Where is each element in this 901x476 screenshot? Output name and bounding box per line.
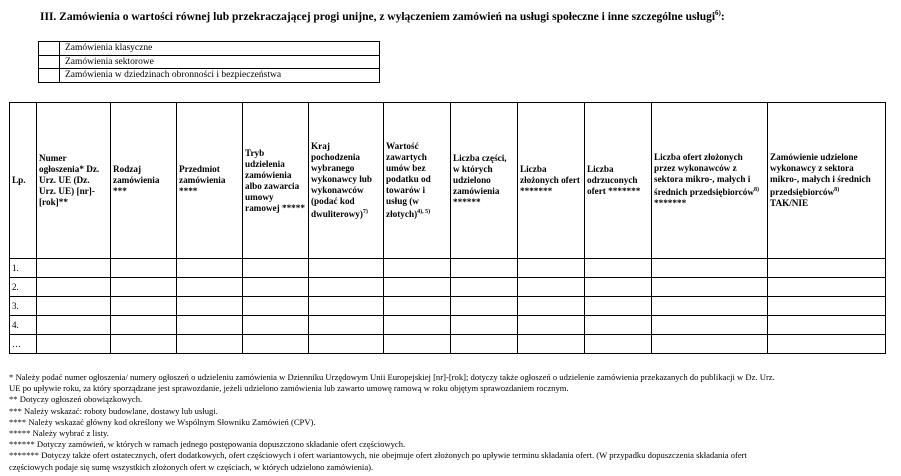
col-header-odrzuconych: Liczba odrzuconych ofert ******* — [585, 103, 652, 259]
col-header-msp-oferty-mark: ******* — [654, 198, 687, 209]
footnote: **** Należy wskazać główny kod określony we Wspólnym Słowniku Zamówień (CPV). — [9, 416, 316, 427]
table-row — [10, 278, 886, 297]
footnotes — [9, 372, 889, 473]
table-cell[interactable] — [585, 259, 652, 278]
checklist-row — [39, 55, 380, 69]
row-number: 2. — [10, 278, 37, 297]
table-cell[interactable] — [111, 259, 177, 278]
row-number: 4. — [10, 316, 37, 335]
table-cell[interactable] — [768, 316, 886, 335]
table-cell[interactable] — [111, 335, 177, 354]
section-title — [40, 9, 725, 23]
footnote-ref: 7) — [362, 208, 368, 215]
footnote: *** Należy wskazać: roboty budowlane, dostawy lub usługi. — [9, 405, 218, 416]
table-cell[interactable] — [37, 316, 111, 335]
table-cell[interactable] — [585, 278, 652, 297]
table-cell[interactable] — [652, 297, 768, 316]
footnote-ref: 8) — [834, 186, 840, 193]
table-cell[interactable] — [768, 259, 886, 278]
table-cell[interactable] — [111, 297, 177, 316]
col-header-wartosc-text: Wartość zawartych umów bez podatku od towarów i usług (w złotych) — [386, 140, 431, 220]
footnote: ** Dotyczy ogłoszeń obowiązkowych. — [9, 394, 143, 405]
col-header-numer: Numer ogłoszenia* Dz. Urz. UE (Dz. Urz. UE) [nr]-[rok]** — [37, 103, 111, 259]
col-header-msp-udzielone — [768, 103, 886, 259]
row-number: 1. — [10, 259, 37, 278]
col-header-msp-udzielone-mark: TAK/NIE — [770, 198, 809, 209]
table-cell[interactable] — [768, 278, 886, 297]
table-cell[interactable] — [37, 335, 111, 354]
row-number: 3. — [10, 297, 37, 316]
table-cell[interactable] — [243, 278, 309, 297]
footnote: ****** Dotyczy zamówień, w których w ramach jednego postępowania dopuszczono składanie ofert częściowych. — [9, 439, 406, 450]
col-header-msp-udzielone-text: Zamówienie udzielone wykonawcy z sektora mikro-, małych i średnich przedsiębiorców — [770, 151, 871, 198]
contract-type-checklist — [38, 41, 380, 83]
table-cell[interactable] — [111, 278, 177, 297]
table-cell[interactable] — [111, 316, 177, 335]
table-cell[interactable] — [177, 259, 243, 278]
checkbox-label: Zamówienia sektorowe — [60, 55, 380, 69]
col-header-kraj — [309, 103, 384, 259]
section-title-colon: : — [720, 10, 725, 23]
table-row — [10, 316, 886, 335]
checkbox-obronnosc[interactable] — [39, 69, 60, 83]
table-cell[interactable] — [652, 278, 768, 297]
section-title-footnote-ref: 6) — [715, 9, 721, 17]
table-cell[interactable] — [177, 335, 243, 354]
table-row — [10, 259, 886, 278]
col-header-przedmiot: Przedmiot zamówienia **** — [177, 103, 243, 259]
table-cell[interactable] — [384, 297, 451, 316]
footnote: ******* Dotyczy także ofert ostatecznych, ofert dodatkowych, ofert częściowych i ofert wariantowych, nie obejmuje ofert złożonych po upływie terminu składania ofert. (W przypadku dopuszczenia składania ofert — [9, 450, 747, 461]
table-cell[interactable] — [309, 316, 384, 335]
section-title-text: III. Zamówienia o wartości równej lub przekraczającej progi unijne, z wyłączeniem zamówień na usługi społeczne i inne szczególne usługi — [40, 10, 716, 23]
checklist-row — [39, 42, 380, 56]
table-cell[interactable] — [309, 259, 384, 278]
col-header-zlozonych: Liczba złożonych ofert ******* — [518, 103, 585, 259]
table-cell[interactable] — [518, 259, 585, 278]
table-cell[interactable] — [309, 335, 384, 354]
checkbox-label: Zamówienia klasyczne — [60, 42, 380, 56]
col-header-rodzaj: Rodzaj zamówienia *** — [111, 103, 177, 259]
table-cell[interactable] — [451, 335, 518, 354]
table-cell[interactable] — [585, 316, 652, 335]
table-cell[interactable] — [451, 278, 518, 297]
col-header-kraj-text: Kraj pochodzenia wybranego wykonawcy lub wykonawców (podać kod dwuliterowy) — [311, 140, 373, 220]
checklist-row — [39, 69, 380, 83]
col-header-czesci: Liczba części, w których udzielono zamówienia ****** — [451, 103, 518, 259]
checkbox-klasyczne[interactable] — [39, 42, 60, 56]
checkbox-sektorowe[interactable] — [39, 55, 60, 69]
footnote: UE po upływie roku, za który sporządzane jest sprawozdanie, jeżeli udzielono zamówienia lub zawarto umowę ramową w roku objętym sprawozdaniem rocznym. — [9, 383, 569, 394]
table-cell[interactable] — [451, 297, 518, 316]
table-cell[interactable] — [384, 316, 451, 335]
table-cell[interactable] — [37, 297, 111, 316]
table-cell[interactable] — [37, 259, 111, 278]
table-cell[interactable] — [384, 335, 451, 354]
footnote: częściowych podaje się sumę wszystkich złożonych ofert w częściach, w których udzielono zamówienia). — [9, 461, 374, 472]
table-cell[interactable] — [518, 316, 585, 335]
table-cell[interactable] — [309, 278, 384, 297]
table-cell[interactable] — [384, 259, 451, 278]
table-cell[interactable] — [652, 259, 768, 278]
table-cell[interactable] — [451, 316, 518, 335]
table-cell[interactable] — [243, 297, 309, 316]
table-cell[interactable] — [768, 297, 886, 316]
col-header-tryb: Tryb udzielenia zamówienia albo zawarcia umowy ramowej ***** — [243, 103, 309, 259]
table-cell[interactable] — [177, 297, 243, 316]
table-header-row — [10, 103, 886, 259]
row-number: … — [10, 335, 37, 354]
footnote-ref: 4), 5) — [417, 208, 431, 215]
table-cell[interactable] — [243, 335, 309, 354]
table-cell[interactable] — [585, 335, 652, 354]
table-cell[interactable] — [652, 335, 768, 354]
table-cell[interactable] — [518, 297, 585, 316]
col-header-msp-oferty-text: Liczba ofert złożonych przez wykonawców z sektora mikro-, małych i średnich przedsiębiorców — [654, 151, 754, 198]
table-row — [10, 297, 886, 316]
footnote-ref: 8) — [753, 186, 759, 193]
checkbox-label: Zamówienia w dziedzinach obronności i bezpieczeństwa — [60, 69, 380, 83]
table-cell[interactable] — [451, 259, 518, 278]
table-cell[interactable] — [243, 259, 309, 278]
table-cell[interactable] — [37, 278, 111, 297]
table-cell[interactable] — [177, 278, 243, 297]
table-cell[interactable] — [177, 316, 243, 335]
col-header-lp: Lp. — [10, 103, 37, 259]
table-cell[interactable] — [768, 335, 886, 354]
col-header-msp-oferty — [652, 103, 768, 259]
table-cell[interactable] — [243, 316, 309, 335]
table-cell[interactable] — [309, 297, 384, 316]
table-cell[interactable] — [518, 335, 585, 354]
col-header-wartosc — [384, 103, 451, 259]
contracts-table — [9, 102, 886, 354]
table-cell[interactable] — [585, 297, 652, 316]
table-row — [10, 335, 886, 354]
table-cell[interactable] — [652, 316, 768, 335]
footnote: ***** Należy wybrać z listy. — [9, 428, 109, 439]
table-cell[interactable] — [384, 278, 451, 297]
footnote: * Należy podać numer ogłoszenia/ numery ogłoszeń o udzieleniu zamówienia w Dzienniku Urzędowym Unii Europejskiej [nr]-[rok]; dotyczy także ogłoszeń o udzielenie zamówienia przekazanych do publikacji w Dz. Urz. — [9, 372, 775, 382]
table-cell[interactable] — [518, 278, 585, 297]
